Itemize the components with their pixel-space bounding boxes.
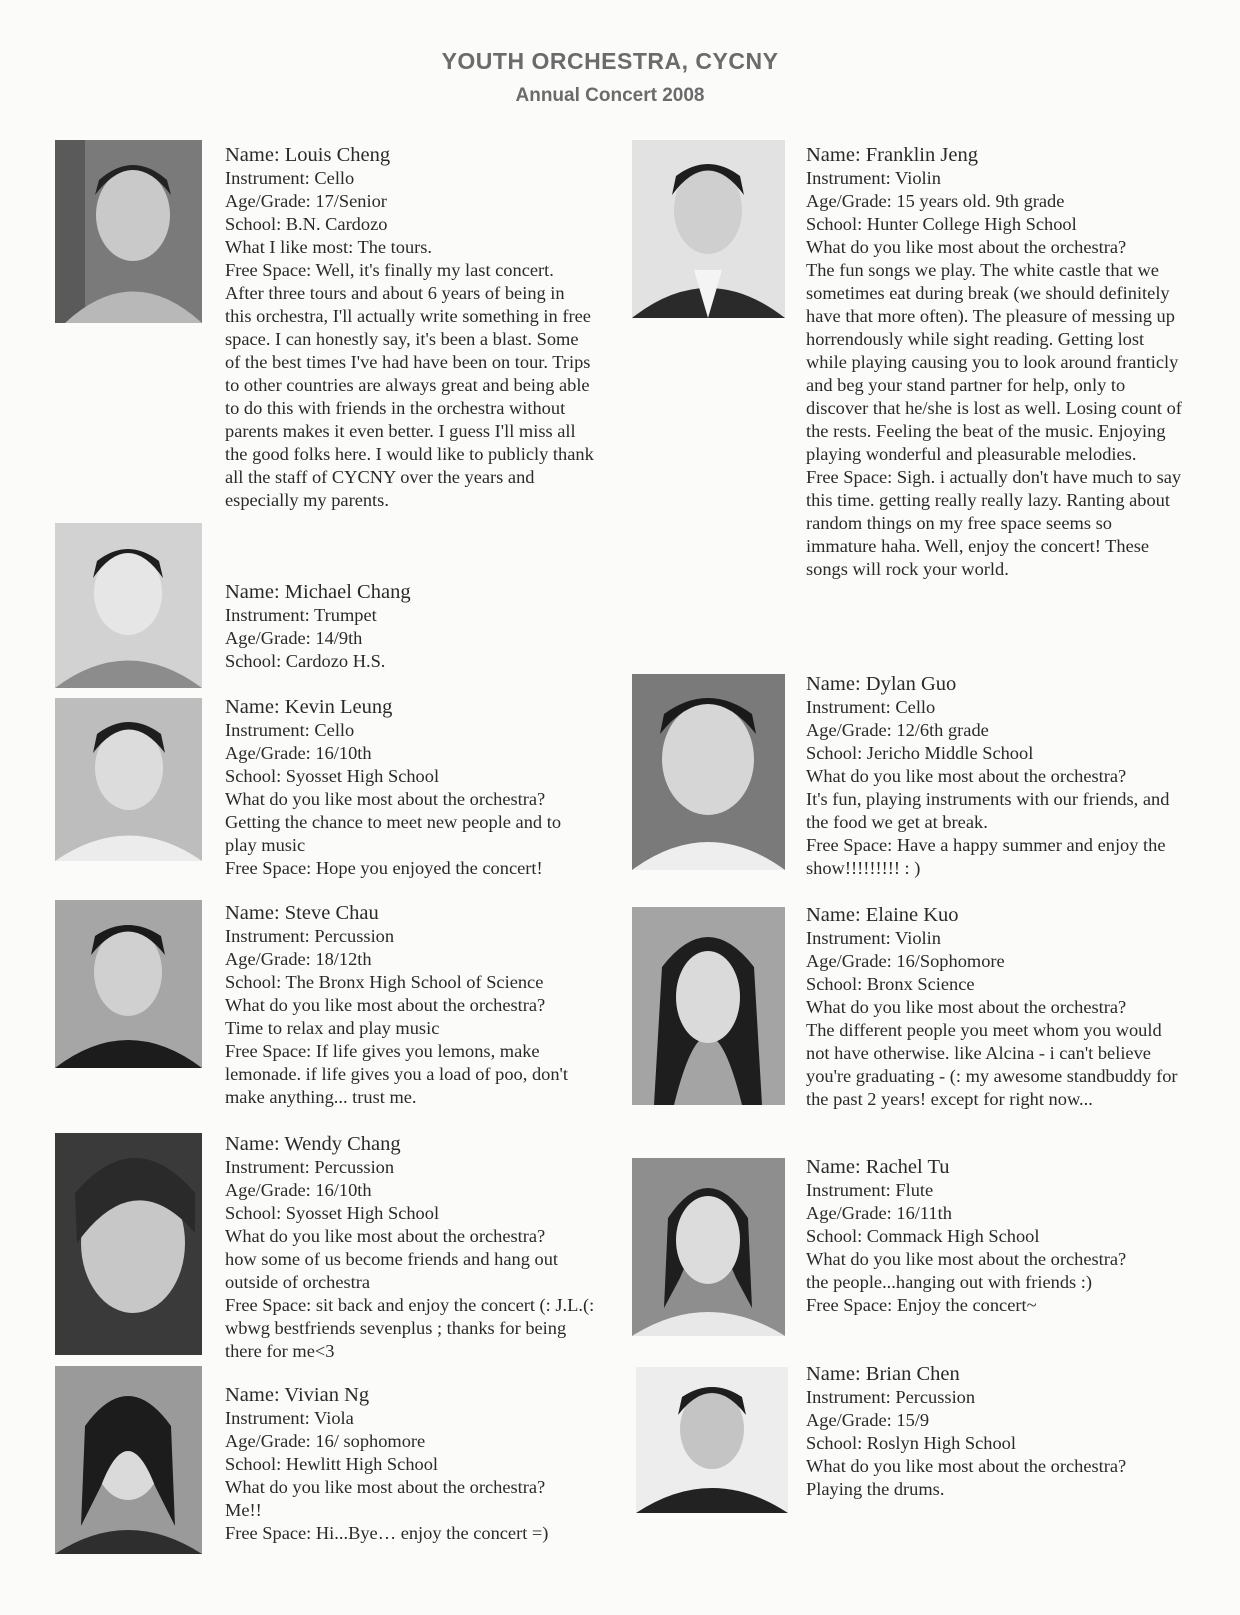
- profile-steve-chau: [225, 901, 595, 1109]
- photo-dylan-guo: [632, 674, 785, 870]
- photo-vivian-ng: [55, 1366, 202, 1554]
- profile-answer: the people...hanging out with friends :): [806, 1272, 1093, 1292]
- profile-answer: Getting the chance to meet new people and to play music: [225, 812, 562, 855]
- profile-free-space: Free Space: Hi...Bye… enjoy the concert =): [225, 1523, 549, 1543]
- photo-kevin-leung: [55, 698, 202, 861]
- profile-name: Name: Wendy Chang: [225, 1133, 401, 1155]
- profile-free-space: Free Space: sit back and enjoy the concert (: J.L.(: wbwg bestfriends sevenplus ; thanks for being there for me<3: [225, 1295, 595, 1361]
- profile-free-space: Free Space: Hope you enjoyed the concert!: [225, 858, 543, 878]
- profile-answer: Time to relax and play music: [225, 1018, 440, 1038]
- profile-answer: Me!!: [225, 1500, 262, 1520]
- profile-age-grade: Age/Grade: 14/9th: [225, 628, 363, 648]
- profile-question: What do you like most about the orchestra?: [806, 1456, 1127, 1476]
- page-title: YOUTH ORCHESTRA, CYCNY: [441, 48, 779, 74]
- profile-question: What do you like most about the orchestra?: [225, 1226, 546, 1246]
- profile-school: School: Roslyn High School: [806, 1433, 1016, 1453]
- profile-name: Name: Louis Cheng: [225, 144, 391, 166]
- profile-instrument: Instrument: Percussion: [225, 1157, 395, 1177]
- profile-rachel-tu: [806, 1155, 1186, 1317]
- profile-brian-chen: [806, 1362, 1186, 1501]
- page-header: [0, 48, 1220, 107]
- profile-name: Name: Rachel Tu: [806, 1156, 950, 1178]
- profile-age-grade: Age/Grade: 16/11th: [806, 1203, 952, 1223]
- photo-wendy-chang: [55, 1133, 202, 1355]
- profile-name: Name: Michael Chang: [225, 581, 411, 603]
- profile-name: Name: Brian Chen: [806, 1363, 960, 1385]
- profile-dylan-guo: [806, 672, 1186, 880]
- profile-school: School: Syosset High School: [225, 1203, 440, 1223]
- profile-age-grade: Age/Grade: 17/Senior: [225, 191, 387, 211]
- profile-question: What do you like most about the orchestra?: [806, 997, 1127, 1017]
- profile-question: What do you like most about the orchestra?: [806, 1249, 1127, 1269]
- profile-school: School: Hunter College High School: [806, 214, 1077, 234]
- profile-vivian-ng: [225, 1383, 605, 1545]
- profile-question: What do you like most about the orchestra?: [225, 995, 546, 1015]
- profile-school: School: Cardozo H.S.: [225, 651, 386, 671]
- profile-answer: Playing the drums.: [806, 1479, 945, 1499]
- profile-instrument: Instrument: Trumpet: [225, 605, 377, 625]
- profile-school: School: Commack High School: [806, 1226, 1040, 1246]
- profile-franklin-jeng: [806, 143, 1186, 581]
- profile-instrument: Instrument: Flute: [806, 1180, 934, 1200]
- profile-instrument: Instrument: Cello: [225, 168, 355, 188]
- profile-question: What do you like most about the orchestra?: [806, 766, 1127, 786]
- profile-name: Name: Dylan Guo: [806, 673, 957, 695]
- profile-elaine-kuo: [806, 903, 1186, 1111]
- profile-free-space: Free Space: Sigh. i actually don't have much to say this time. getting really really lazy. Ranting about random things on my free space seems so immature haha. Well, enjoy the concert! These songs will rock your world.: [806, 467, 1182, 579]
- profile-like-most: What I like most: The tours.: [225, 237, 433, 257]
- profile-instrument: Instrument: Cello: [806, 697, 936, 717]
- profile-name: Name: Franklin Jeng: [806, 144, 978, 166]
- photo-louis-cheng: [55, 140, 202, 323]
- profile-school: School: The Bronx High School of Science: [225, 972, 544, 992]
- profile-age-grade: Age/Grade: 18/12th: [225, 949, 372, 969]
- profile-instrument: Instrument: Percussion: [806, 1387, 976, 1407]
- profile-instrument: Instrument: Violin: [806, 928, 941, 948]
- profile-question: What do you like most about the orchestra?: [225, 1477, 546, 1497]
- profile-school: School: Hewlitt High School: [225, 1454, 439, 1474]
- profile-question: What do you like most about the orchestra?: [806, 237, 1127, 257]
- profile-free-space: Free Space: If life gives you lemons, make lemonade. if life gives you a load of poo, don't make anything... trust me.: [225, 1041, 568, 1107]
- photo-steve-chau: [55, 900, 202, 1068]
- profile-question: What do you like most about the orchestra?: [225, 789, 546, 809]
- profile-school: School: Syosset High School: [225, 766, 440, 786]
- profile-instrument: Instrument: Cello: [225, 720, 355, 740]
- photo-franklin-jeng: [632, 140, 785, 318]
- profile-answer: It's fun, playing instruments with our friends, and the food we get at break.: [806, 789, 1170, 832]
- profile-free-space: Free Space: Well, it's finally my last concert. After three tours and about 6 years of being in this orchestra, I'll actually write something in free space. I can honestly say, it's been a blast. Some of the best times I've had have been on tour. Trips to other countries are always great and being able to do this with friends in the orchestra without parents makes it even better. I guess I'll miss all the good folks here. I would like to publicly thank all the staff of CYCNY over the years and especially my parents.: [225, 260, 594, 510]
- profile-name: Name: Vivian Ng: [225, 1384, 370, 1406]
- profile-kevin-leung: [225, 695, 595, 880]
- page-subtitle: Annual Concert 2008: [515, 85, 705, 106]
- profile-age-grade: Age/Grade: 16/ sophomore: [225, 1431, 426, 1451]
- profile-answer: how some of us become friends and hang out outside of orchestra: [225, 1249, 558, 1292]
- profile-school: School: B.N. Cardozo: [225, 214, 388, 234]
- profile-instrument: Instrument: Percussion: [225, 926, 395, 946]
- photo-michael-chang: [55, 523, 202, 688]
- profile-free-space: Free Space: Have a happy summer and enjoy the show!!!!!!!!! : ): [806, 835, 1166, 878]
- profile-name: Name: Steve Chau: [225, 902, 379, 924]
- photo-brian-chen: [636, 1367, 788, 1513]
- profile-wendy-chang: [225, 1132, 595, 1363]
- profile-answer: The different people you meet whom you would not have otherwise. like Alcina - i can't believe you're graduating - (: my awesome standbuddy for the past 2 years! except for right now...: [806, 1020, 1178, 1109]
- profile-answer: The fun songs we play. The white castle that we sometimes eat during break (we should definitely have that more often). The pleasure of messing up horrendously while sight reading. Getting lost while playing causing you to look around franticly and beg your stand partner for help, only to discover that he/she is lost as well. Losing count of the rests. Feeling the beat of the music. Enjoying playing wonderful and pleasurable melodies.: [806, 260, 1182, 464]
- profile-school: School: Jericho Middle School: [806, 743, 1034, 763]
- profile-age-grade: Age/Grade: 16/10th: [225, 743, 372, 763]
- profile-louis-cheng: [225, 143, 595, 512]
- profile-instrument: Instrument: Violin: [806, 168, 941, 188]
- profile-name: Name: Elaine Kuo: [806, 904, 959, 926]
- profile-age-grade: Age/Grade: 16/Sophomore: [806, 951, 1005, 971]
- profile-instrument: Instrument: Viola: [225, 1408, 354, 1428]
- profile-age-grade: Age/Grade: 12/6th grade: [806, 720, 989, 740]
- profile-age-grade: Age/Grade: 15 years old. 9th grade: [806, 191, 1065, 211]
- profile-michael-chang: [225, 580, 595, 673]
- profile-age-grade: Age/Grade: 16/10th: [225, 1180, 372, 1200]
- profile-free-space: Free Space: Enjoy the concert~: [806, 1295, 1037, 1315]
- profile-age-grade: Age/Grade: 15/9: [806, 1410, 930, 1430]
- profile-name: Name: Kevin Leung: [225, 696, 393, 718]
- profile-school: School: Bronx Science: [806, 974, 975, 994]
- photo-elaine-kuo: [632, 907, 785, 1105]
- photo-rachel-tu: [632, 1158, 785, 1336]
